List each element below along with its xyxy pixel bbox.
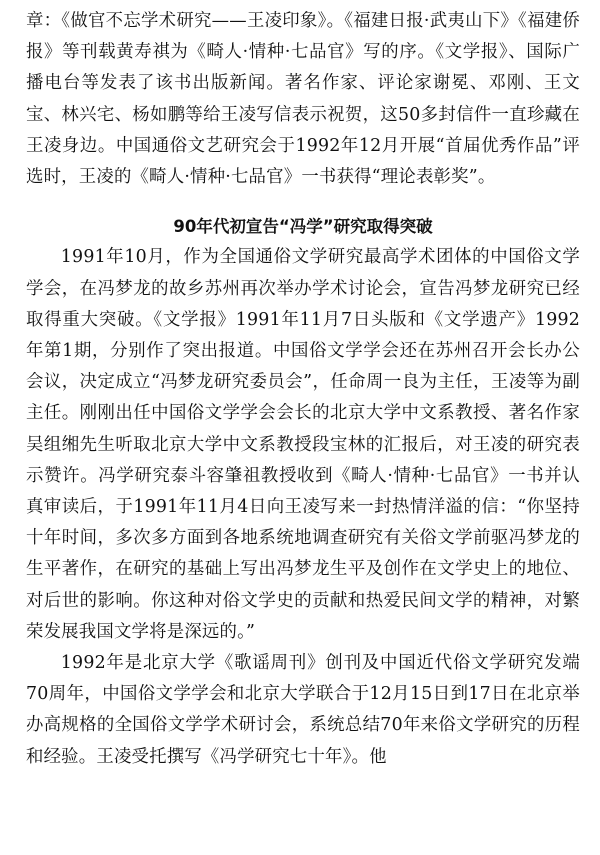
document-page [26,6,580,773]
body-paragraph: 1991年10月，作为全国通俗文学研究最高学术团体的中国俗文学学会，在冯梦龙的故乡苏州再次举办学术讨论会，宣告冯梦龙研究已经取得重大突破。《文学报》1991年11月7日头版和《文学遗产》1992年第1期，分别作了突出报道。中国俗文学学会还在苏州召开会长办公会议，决定成立“冯梦龙研究委员会”，任命周一良为主任，王凌等为副主任。刚刚出任中国俗文学学会会长的北京大学中文系教授、著名作家吴组缃先生听取北京大学中文系教授段宝林的汇报后，对王凌的研究表示赞许。冯学研究泰斗容肇祖教授收到《畸人·情种·七品官》一书并认真审读后，于1991年11月4日向王凌写来一封热情洋溢的信：“你坚持十年时间，多次多方面到各地系统地调查研究有关俗文学前驱冯梦龙的生平著作，在研究的基础上写出冯梦龙生平及创作在文学史上的地位、对后世的影响。你这种对俗文学史的贡献和热爱民间文学的精神，对繁荣发展我国文学将是深远的。” [26,247,580,642]
body-paragraph: 章：《做官不忘学术研究——王凌印象》。《福建日报·武夷山下》《福建侨报》等刊载黄寿祺为《畸人·情种·七品官》写的序。《文学报》、国际广播电台等发表了该书出版新闻。著名作家、评论家谢冕、邓刚、王文宝、林兴宅、杨如鹏等给王凌写信表示祝贺，这50多封信件一直珍藏在王凌身边。中国通俗文艺研究会于1992年12月开展“首届优秀作品”评选时，王凌的《畸人·情种·七品官》一书获得“理论表彰奖”。 [26,11,580,188]
section-heading: 90年代初宣告“冯学”研究取得突破 [173,217,433,237]
body-paragraph: 1992年是北京大学《歌谣周刊》创刊及中国近代俗文学研究发端70周年，中国俗文学学会和北京大学联合于12月15日到17日在北京举办高规格的全国俗文学学术研讨会，系统总结70年来俗文学研究的历程和经验。王凌受托撰写《冯学研究七十年》。他 [26,653,580,767]
section-spacer [26,193,580,199]
